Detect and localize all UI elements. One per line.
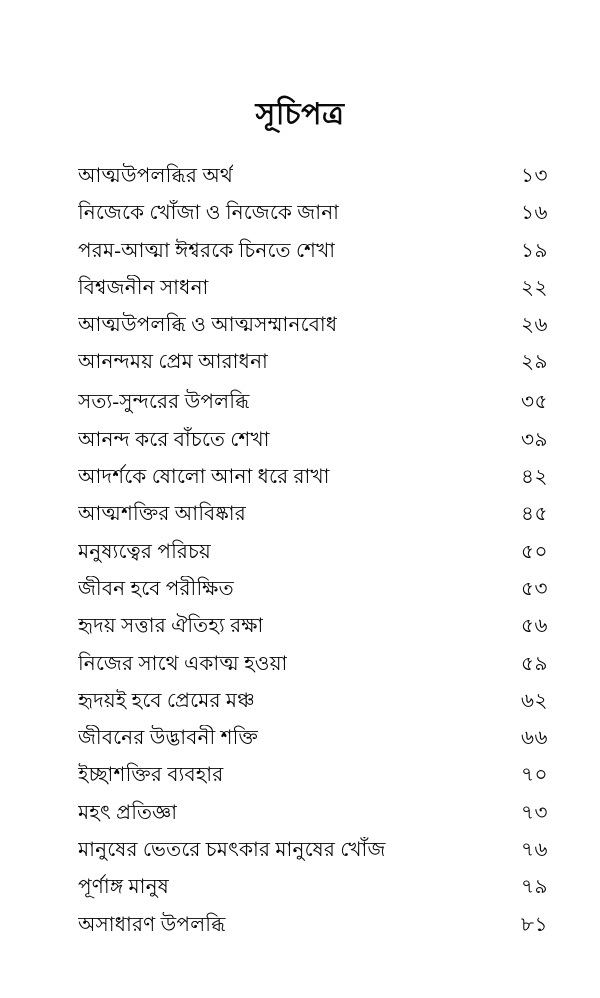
toc-entry-page-number: ৫৯: [521, 652, 548, 675]
toc-entry[interactable]: [78, 725, 548, 762]
toc-entry-label: পূর্ণাঙ্গ মানুষ: [78, 876, 170, 899]
toc-entry[interactable]: [78, 464, 548, 501]
toc-entry-page-number: ১৩: [521, 165, 548, 187]
toc-entry-page-number: ৬২: [520, 689, 548, 712]
toc-entry-page-number: ২৬: [520, 314, 548, 337]
toc-entry[interactable]: [78, 427, 548, 464]
toc-entry-page-number: ৮১: [521, 913, 548, 936]
toc-entry-label: আত্মউপলব্ধির অর্থ: [78, 165, 234, 187]
toc-entry-page-number: ৫৬: [521, 615, 548, 638]
toc-entry[interactable]: [78, 275, 548, 312]
toc-entry[interactable]: [78, 837, 548, 874]
toc-entry-label: নিজের সাথে একাত্ম হওয়া: [78, 652, 288, 675]
toc-entry[interactable]: [78, 576, 548, 613]
toc-entry-page-number: ৫৩: [521, 577, 548, 600]
toc-entry-page-number: ৭৩: [520, 801, 548, 824]
toc-entry-page-number: ৫০: [521, 540, 548, 563]
toc-entry-page-number: ৩৯: [521, 428, 548, 451]
toc-entry-label: পরম-আত্মা ঈশ্বরকে চিনতে শেখা: [78, 239, 336, 262]
toc-entry[interactable]: [78, 613, 548, 650]
toc-entry-label: আনন্দ করে বাঁচতে শেখা: [78, 428, 270, 451]
toc-entry-label: জীবনের উদ্ভাবনী শক্তি: [78, 727, 258, 750]
toc-entry-label: মহৎ প্রতিজ্ঞা: [78, 801, 178, 824]
toc-entry-page-number: ২২: [520, 276, 548, 299]
toc-entry[interactable]: [78, 163, 548, 200]
toc-entry-label: মানুষের ভেতরে চমৎকার মানুষের খোঁজ: [78, 839, 386, 862]
toc-entry[interactable]: [78, 349, 548, 389]
toc-entry[interactable]: [78, 651, 548, 688]
toc-entry-label: সত্য-সুন্দরের উপলব্ধি: [78, 391, 250, 414]
toc-entry-page-number: ৪৫: [521, 503, 548, 526]
toc-entry-label: হৃদয়ই হবে প্রেমের মঞ্চ: [78, 689, 255, 712]
toc-entry-page-number: ৭৬: [520, 839, 548, 862]
toc-entry-label: আদর্শকে ষোলো আনা ধরে রাখা: [78, 466, 330, 489]
table-of-contents-list: [78, 163, 548, 949]
toc-entry-label: জীবন হবে পরীক্ষিত: [78, 577, 234, 600]
toc-entry-label: আত্মউপলব্ধি ও আত্মসম্মানবোধ: [78, 314, 338, 337]
toc-entry[interactable]: [78, 312, 548, 349]
toc-entry-page-number: ১৯: [521, 239, 548, 262]
toc-entry-page-number: ৭০: [520, 764, 548, 787]
toc-entry[interactable]: [78, 238, 548, 275]
toc-entry-page-number: ৭৯: [521, 876, 548, 899]
toc-entry-label: আনন্দময় প্রেম আরাধনা: [78, 351, 269, 374]
toc-entry[interactable]: [78, 874, 548, 911]
toc-entry[interactable]: [78, 762, 548, 799]
toc-entry[interactable]: [78, 800, 548, 837]
toc-entry-label: হৃদয় সত্তার ঐতিহ্য রক্ষা: [78, 615, 264, 638]
toc-entry[interactable]: [78, 200, 548, 237]
page-title: সূচিপত্র: [255, 98, 345, 131]
toc-entry[interactable]: [78, 688, 548, 725]
toc-entry[interactable]: [78, 539, 548, 576]
toc-entry-label: নিজেকে খোঁজা ও নিজেকে জানা: [78, 202, 340, 225]
toc-entry-page-number: ১৬: [521, 202, 548, 225]
toc-entry-label: অসাধারণ উপলব্ধি: [78, 913, 226, 936]
toc-entry[interactable]: [78, 389, 548, 426]
toc-entry[interactable]: [78, 501, 548, 538]
toc-entry[interactable]: [78, 912, 548, 949]
toc-entry-label: ইচ্ছাশক্তির ব্যবহার: [78, 764, 224, 787]
toc-entry-page-number: ৬৬: [520, 727, 548, 750]
toc-entry-label: আত্মশক্তির আবিষ্কার: [78, 503, 246, 526]
toc-entry-label: বিশ্বজনীন সাধনা: [78, 276, 209, 299]
toc-entry-page-number: ৩৫: [521, 391, 548, 414]
toc-entry-page-number: ২৯: [521, 351, 548, 374]
toc-entry-page-number: ৪২: [521, 466, 548, 489]
toc-entry-label: মনুষ্যত্বের পরিচয়: [78, 540, 212, 563]
